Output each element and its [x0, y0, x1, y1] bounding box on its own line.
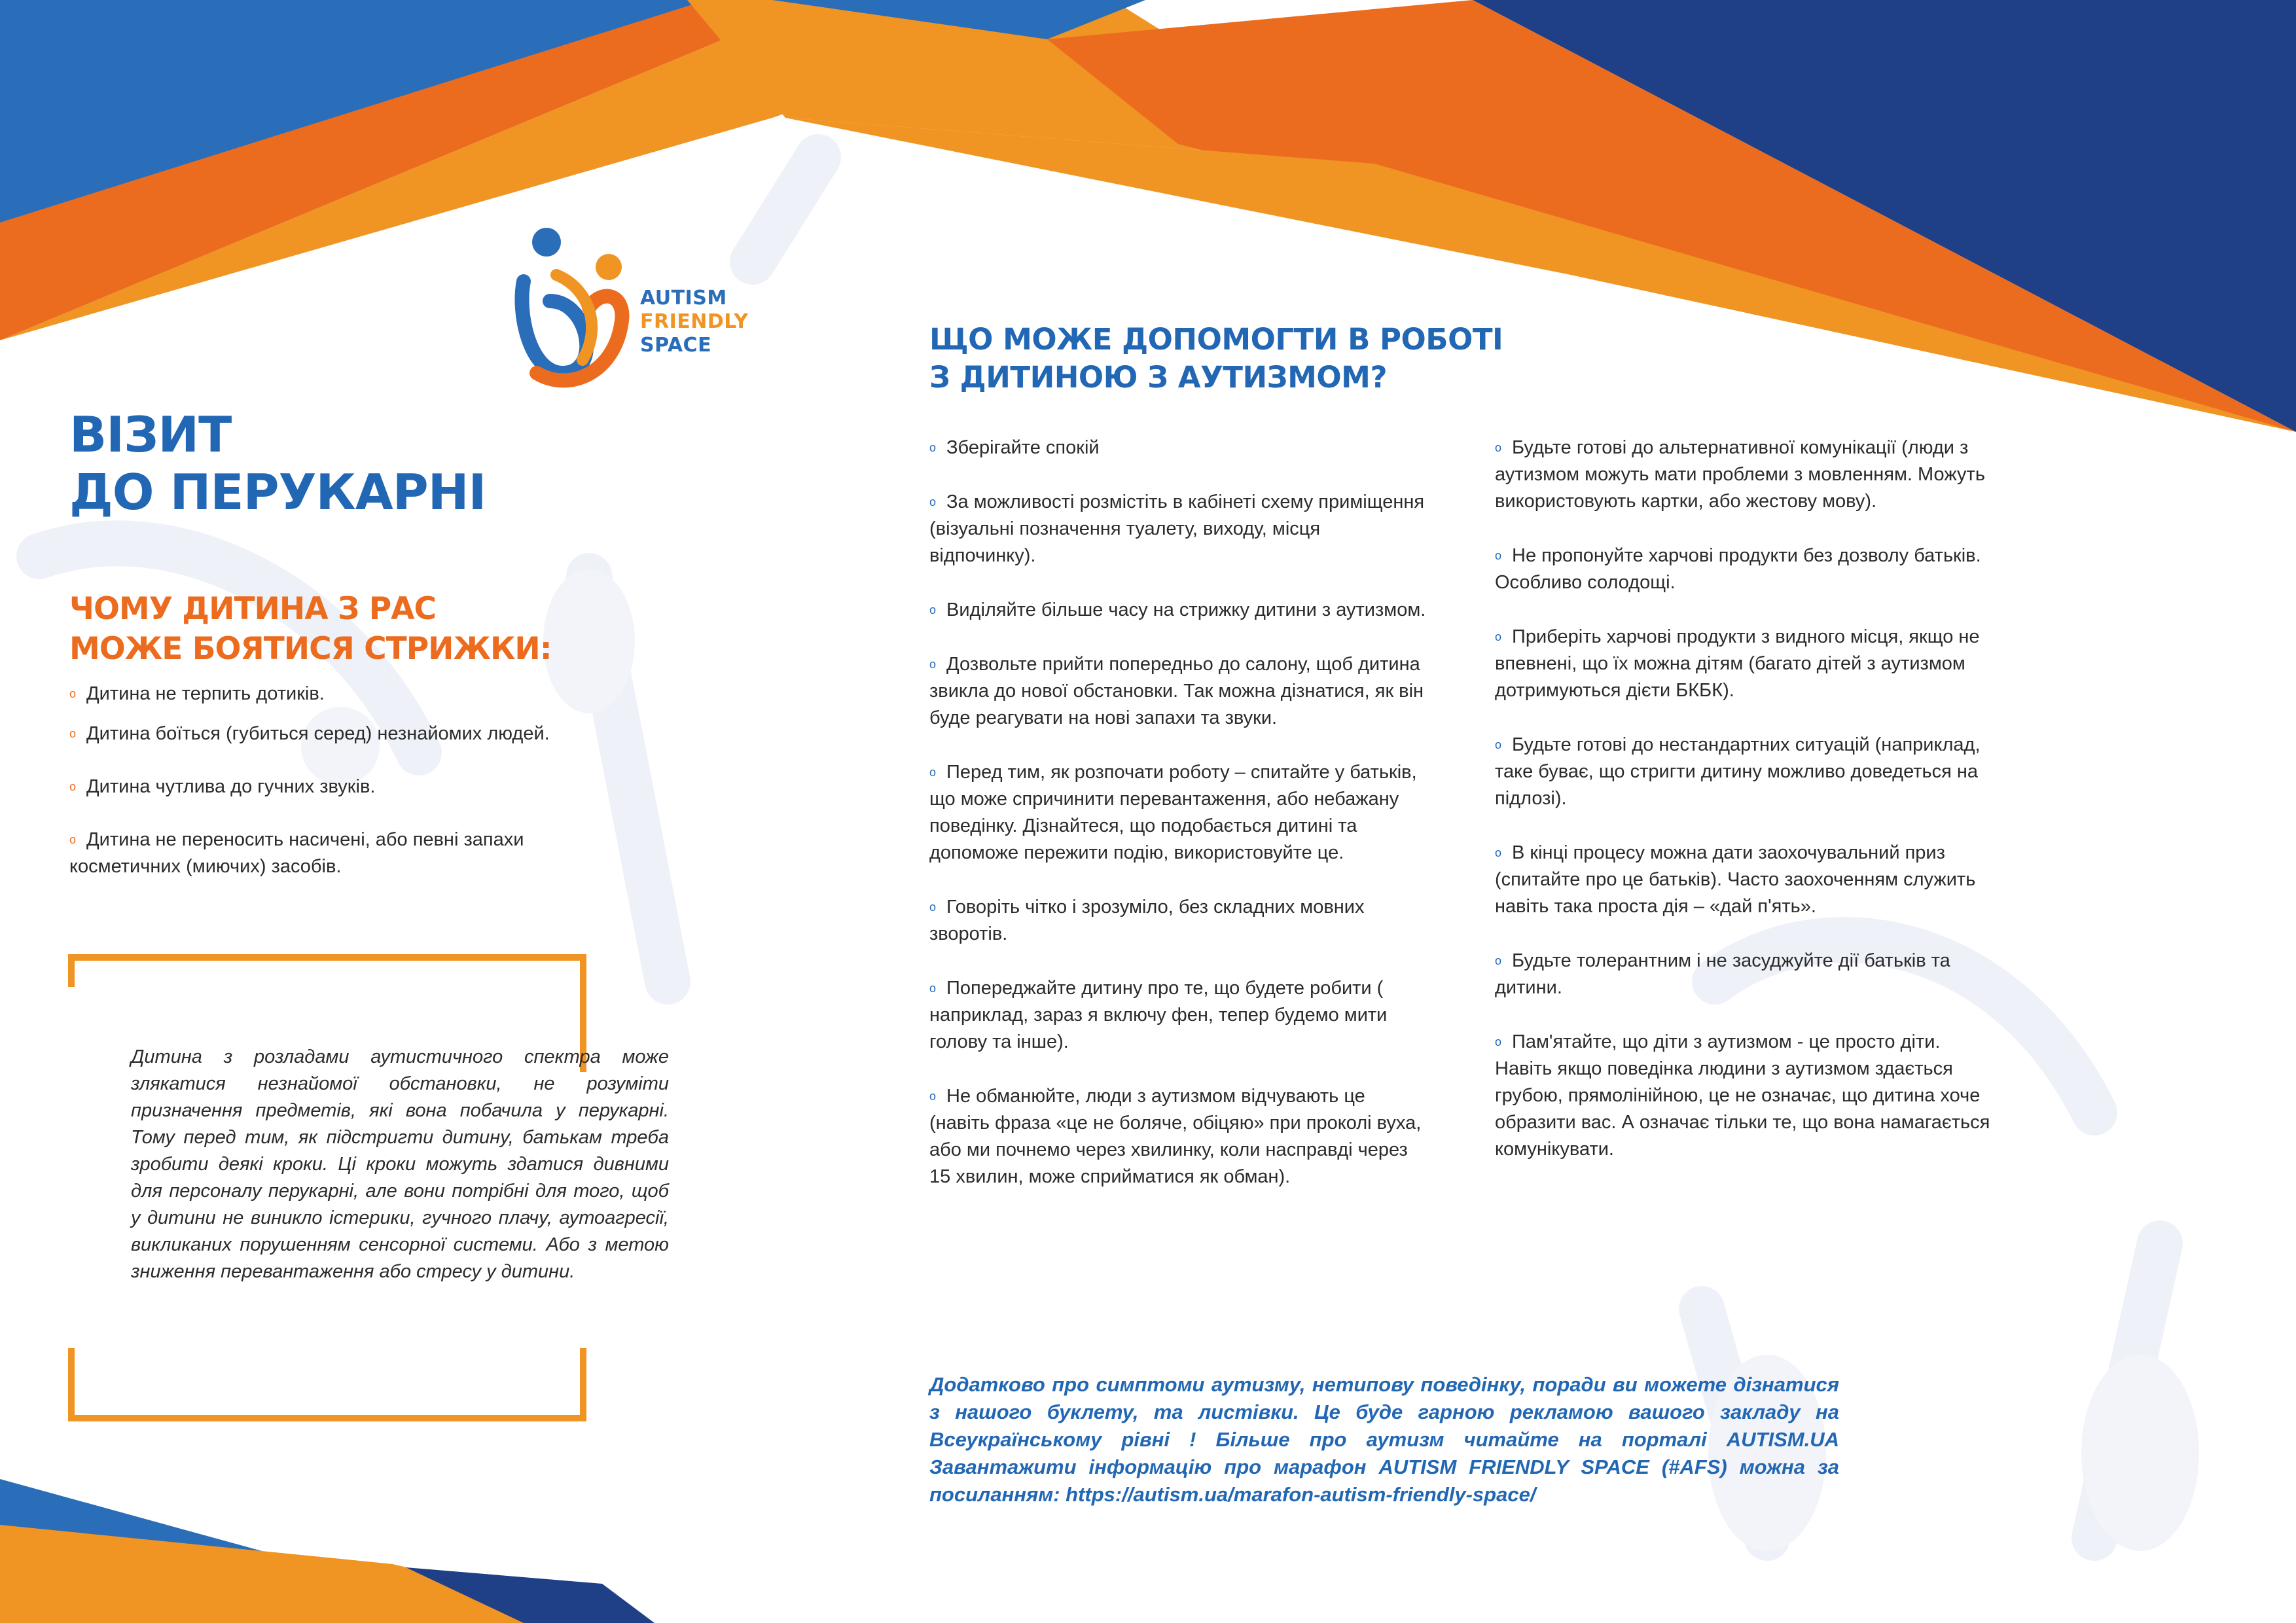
list-item-text: За можливості розмістіть в кабінеті схему приміщення (візуальні позначення туалету, виходу, місця відпочинку). [929, 491, 1425, 566]
bullet-icon: o [929, 766, 937, 779]
list-item [929, 435, 1427, 461]
page-title [69, 406, 567, 521]
logo-line-1: AUTISM [640, 287, 727, 310]
left-subtitle-line-1: ЧОМУ ДИТИНА З РАС [69, 591, 437, 627]
list-item [1495, 543, 1992, 596]
logo-line-3: SPACE [640, 334, 712, 357]
logo [511, 223, 749, 393]
list-item [1495, 435, 1992, 515]
bullet-icon: o [69, 780, 77, 793]
list-item [69, 774, 554, 800]
bullet-icon: o [1495, 441, 1502, 454]
list-item-text: Будьте готові до нестандартних ситуацій (наприклад, таке буває, що стригти дитину можливо доведеться на підлозі). [1495, 734, 1981, 809]
bullet-icon: o [1495, 738, 1502, 751]
list-item-text: Попереджайте дитину про те, що будете робити ( наприклад, зараз я включу фен, тепер будемо мити голову та інше). [929, 978, 1388, 1052]
list-item [69, 721, 554, 747]
bullet-icon: o [929, 495, 937, 508]
bullet-icon: o [929, 982, 937, 995]
list-item [929, 759, 1427, 866]
left-subtitle [69, 589, 658, 669]
left-reasons-list [69, 681, 554, 906]
bullet-icon: o [929, 658, 937, 671]
middle-title-line-1: ЩО МОЖЕ ДОПОМОГТИ В РОБОТІ [929, 322, 1503, 357]
list-item [1495, 624, 1992, 704]
list-item-text: Не обманюйте, люди з аутизмом відчувають це (навіть фраза «це не боляче, обіцяю» при проколі вуха, або ми почнемо через хвилинку, коли насправді через 15 хвилин, може сприйматися як обман). [929, 1086, 1422, 1187]
list-item [1495, 732, 1992, 812]
page-title-line-1: ВІЗИТ [69, 406, 232, 463]
middle-title-line-2: З ДИТИНОЮ З АУТИЗМОМ? [929, 360, 1388, 395]
list-item-text: Не пропонуйте харчові продукти без дозволу батьків. Особливо солодощі. [1495, 545, 1981, 593]
tips-list-column-1 [929, 435, 1427, 1218]
bullet-icon: o [1495, 846, 1502, 859]
list-item-text: Приберіть харчові продукти з видного місця, якщо не впевнені, що їх можна дітям (багато дітей з аутизмом дотримуються дієти БКБК). [1495, 626, 1980, 701]
list-item-text: Виділяйте більше часу на стрижку дитини з аутизмом. [946, 599, 1426, 620]
bullet-icon: o [69, 833, 77, 846]
list-item [929, 489, 1427, 569]
list-item [929, 651, 1427, 732]
list-item [929, 975, 1427, 1056]
bullet-icon: o [1495, 630, 1502, 643]
logo-text [640, 287, 748, 357]
list-item-text: Перед тим, як розпочати роботу – спитайте у батьків, що може спричинити перевантаження, або небажану поведінку. Дізнайтеся, що подобається дитині та допоможе пережити подію, використовуйте це. [929, 762, 1417, 863]
bullet-icon: o [929, 603, 937, 616]
tips-list-column-2 [1495, 435, 1992, 1190]
list-item [929, 894, 1427, 948]
list-item-text: Дитина чутлива до гучних звуків. [86, 776, 376, 797]
list-item [1495, 948, 1992, 1001]
list-item [69, 681, 554, 707]
bullet-icon: o [929, 901, 937, 914]
list-item-text: Дозвольте прийти попередньо до салону, щоб дитина звикла до нової обстановки. Так можна дізнатися, як він буде реагувати на нові запахи та звуки. [929, 654, 1424, 728]
list-item-text: Дитина боїться (губиться серед) незнайомих людей. [86, 723, 550, 744]
list-item-text: В кінці процесу можна дати заохочувальний приз (спитайте про це батьків). Часто заохоченням служить навіть така проста дія – «дай п'ять». [1495, 842, 1976, 917]
bullet-icon: o [69, 727, 77, 740]
bullet-icon: o [1495, 954, 1502, 967]
list-item-text: Будьте толерантним і не засуджуйте дії батьків та дитини. [1495, 950, 1950, 998]
list-item [1495, 840, 1992, 920]
list-item [69, 827, 554, 880]
list-item-text: Дитина не терпить дотиків. [86, 683, 325, 704]
quote-box-text: Дитина з розладами аутистичного спектра може злякатися незнайомої обстановки, не розуміти призначення предметів, які вона побачила у перукарні. Тому перед тим, як підстригти дитину, батькам треба зробити деякі кроки. Ці кроки можуть здатися дивними для персоналу перукарні, але вони потрібні для того, щоб у дитини не виникло істерики, гучного плачу, аутоагресії, викликаних порушенням сенсорної системи. Або з метою зниження перевантаження або стресу у дитини. [131, 1046, 669, 1282]
left-subtitle-line-2: МОЖЕ БОЯТИСЯ СТРИЖКИ: [69, 631, 552, 667]
bullet-icon: o [69, 687, 77, 700]
list-item-text: Говоріть чітко і зрозуміло, без складних мовних зворотів. [929, 897, 1365, 944]
logo-line-2: FRIENDLY [640, 310, 749, 333]
list-item-text: Будьте готові до альтернативної комунікації (люди з аутизмом можуть мати проблеми з мовленням. Можуть використовують картки, або жестову мову). [1495, 437, 1985, 512]
list-item [929, 597, 1427, 624]
list-item [1495, 1029, 1992, 1163]
page-title-line-2: ДО ПЕРУКАРНІ [69, 463, 486, 521]
bullet-icon: o [1495, 549, 1502, 562]
footer-note: Додатково про симптоми аутизму, нетипову поведінку, поради ви можете дізнатися з нашого буклету, та листівки. Це буде гарною рекламою вашого закладу на Всеукраїнському рівні ! Більше про аутизм читайте на порталі AUTISM.UA Завантажити інформацію про марафон AUTISM FRIENDLY SPACE (#AFS) можна за посиланням: https://autism.ua/marafon-autism-friendly-space/ [929, 1373, 1839, 1506]
bullet-icon: o [929, 441, 937, 454]
list-item [929, 1083, 1427, 1190]
bullet-icon: o [929, 1090, 937, 1103]
bullet-icon: o [1495, 1035, 1502, 1048]
logo-mark-icon [511, 223, 641, 393]
middle-title [929, 321, 1518, 397]
list-item-text: Пам'ятайте, що діти з аутизмом - це просто діти. Навіть якщо поведінка людини з аутизмом здається грубою, прямолінійною, це не означає, що дитина хоче образити вас. А означає тільки те, що вона намагається комунікувати. [1495, 1031, 1990, 1160]
list-item-text: Зберігайте спокій [946, 437, 1100, 458]
list-item-text: Дитина не переносить насичені, або певні запахи косметичних (миючих) засобів. [69, 829, 524, 877]
